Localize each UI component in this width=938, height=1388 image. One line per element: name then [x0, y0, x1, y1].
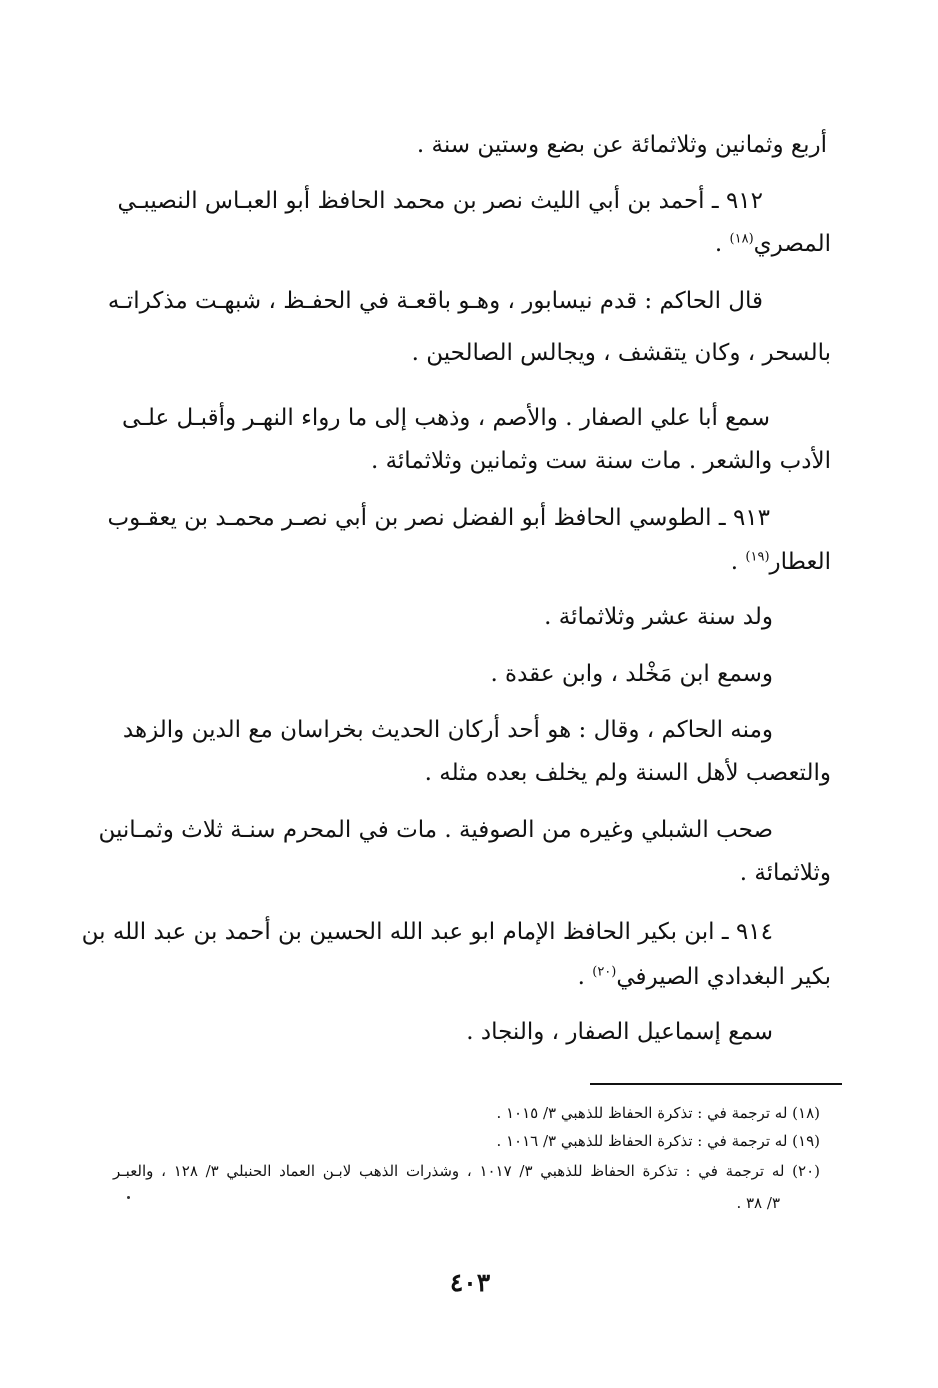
text-line-sahib-1: صحب الشبلي وغيره من الصوفية . مات في المحرم سنـة ثلاث وثمـانين: [98, 817, 773, 843]
entry-912-name-end: المصري: [753, 231, 831, 257]
page-number: ٤٠٣: [449, 1268, 491, 1297]
entry-913-heading-cont: [300, 547, 831, 577]
text-line-minhu-1: ومنه الحاكم ، وقال : هو أحد أركان الحديث بخراسان مع الدين والزهد: [122, 717, 773, 743]
print-speck: [127, 1196, 130, 1199]
text-line-sahib-2: وثلاثمائة .: [739, 860, 831, 886]
text-line-born: ولد سنة عشر وثلاثمائة .: [544, 604, 773, 630]
entry-912-period: .: [714, 231, 730, 257]
text-line-sami-2: الأدب والشعر . مات سنة ست وثمانين وثلاثمائة .: [370, 448, 831, 474]
entry-912-heading-cont: [300, 229, 831, 259]
footnote-ref-18[interactable]: (١٨): [729, 231, 754, 247]
footnote-19: (١٩) له ترجمة في : تذكرة الحفاظ للذهبي ٣/ ١٠١٦ .: [496, 1132, 820, 1150]
entry-913-period: .: [730, 549, 746, 575]
text-line-hakim-2: بالسحر ، وكان يتقشف ، ويجالس الصالحين .: [411, 340, 831, 366]
text-line-hakim-1: قال الحاكم : قدم نيسابور ، وهـو باقعـة في الحفـظ ، شبهـت مذكراتـه: [107, 288, 763, 314]
entry-913-heading: ٩١٣ ـ الطوسي الحافظ أبو الفضل نصر بن أبي نصـر محمـد بن يعقـوب: [107, 505, 770, 531]
entry-914-heading: ٩١٤ ـ ابن بكير الحافظ الإمام ابو عبد الله الحسين بن أحمد بن عبد الله بن: [81, 919, 773, 945]
text-line-heard: وسمع ابن مَخْلد ، وابن عقدة .: [490, 661, 773, 687]
text-line-sami-1: سمع أبا علي الصفار . والأصم ، وذهب إلى ما رواء النهـر وأقبـل علـى: [121, 405, 770, 431]
footnote-ref-20[interactable]: (٢٠): [592, 964, 617, 980]
footnote-20: (٢٠) له ترجمة في : تذكرة الحفاظ للذهبي ٣/ ١٠١٧ ، وشذرات الذهب لابـن العماد الحنبلي ٣/ ١٢٨ ، والعبـر: [113, 1162, 820, 1180]
entry-914-heading-cont: [300, 962, 831, 992]
entry-913-name-end: العطار: [769, 549, 831, 575]
footnote-ref-19[interactable]: (١٩): [745, 549, 770, 565]
footnote-20-cont: ٣/ ٣٨ .: [736, 1194, 780, 1212]
text-line-1: أربع وثمانين وثلاثمائة عن بضع وستين سنة .: [416, 132, 827, 158]
entry-912-heading: ٩١٢ ـ أحمد بن أبي الليث نصر بن محمد الحافظ أبو العبـاس النصيبـي: [117, 188, 763, 214]
text-line-minhu-2: والتعصب لأهل السنة ولم يخلف بعده مثله .: [424, 760, 831, 786]
entry-914-name-end: بكير البغدادي الصيرفي: [616, 964, 831, 990]
text-line-last: سمع إسماعيل الصفار ، والنجاد .: [466, 1019, 773, 1045]
footnote-separator: [590, 1083, 842, 1085]
entry-914-period: .: [577, 964, 593, 990]
footnote-18: (١٨) له ترجمة في : تذكرة الحفاظ للذهبي ٣/ ١٠١٥ .: [496, 1104, 820, 1122]
